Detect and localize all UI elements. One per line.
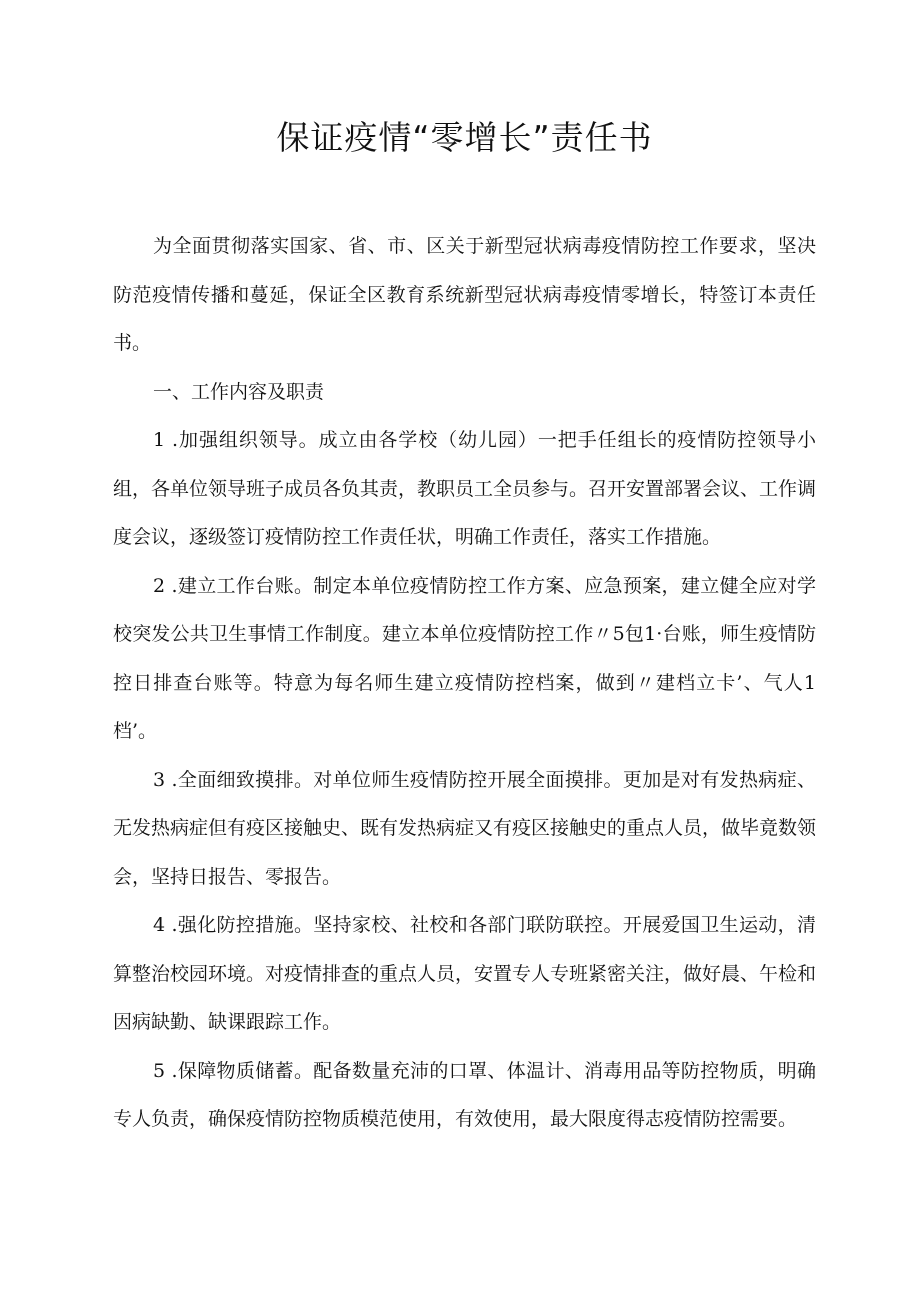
item-1-paragraph: 1 .加强组织领导。成立由各学校（幼儿园）一把手任组长的疫情防控领导小组，各单位领导班子成员各负其责，教职员工全员参与。召开安置部署会议、工作调度会议，逐级签订疫情防控工作责任状，明确工作责任，落实工作措施。 (113, 429, 817, 548)
document-body (113, 222, 816, 1144)
section-heading-work-content: 一、工作内容及职责 (153, 380, 325, 403)
item-5-paragraph: 5 .保障物质储蓄。配备数量充沛的口罩、体温计、消毒用品等防控物质，明确专人负责，确保疫情防控物质模范使用，有效使用，最大限度得志疫情防控需要。 (113, 1059, 816, 1130)
item-2-paragraph: 2 .建立工作台账。制定本单位疫情防控工作方案、应急预案，建立健全应对学校突发公共卫生事情工作制度。建立本单位疫情防控工作〃5包1·台账，师生疫情防控日排查台账等。特意为每名师生建立疫情防控档案，做到〃建档立卡’、气人1档’。 (113, 574, 816, 742)
item-3-paragraph: 3 .全面细致摸排。对单位师生疫情防控开展全面摸排。更加是对有发热病症、无发热病症但有疫区接触史、既有发热病症又有疫区接触史的重点人员，做毕竟数领会，坚持日报告、零报告。 (113, 768, 817, 888)
document-title: 保证疫情“零增长”责任书 (276, 118, 653, 157)
item-4-paragraph: 4 .强化防控措施。坚持家校、社校和各部门联防联控。开展爱国卫生运动，清算整治校园环境。对疫情排查的重点人员，安置专人专班紧密关注，做好晨、午检和因病缺勤、缺课跟踪工作。 (113, 914, 817, 1033)
intro-paragraph: 为全面贯彻落实国家、省、市、区关于新型冠状病毒疫情防控工作要求，坚决防范疫情传播和蔓延，保证全区教育系统新型冠状病毒疫情零增长，特签订本责任书。 (113, 235, 816, 354)
